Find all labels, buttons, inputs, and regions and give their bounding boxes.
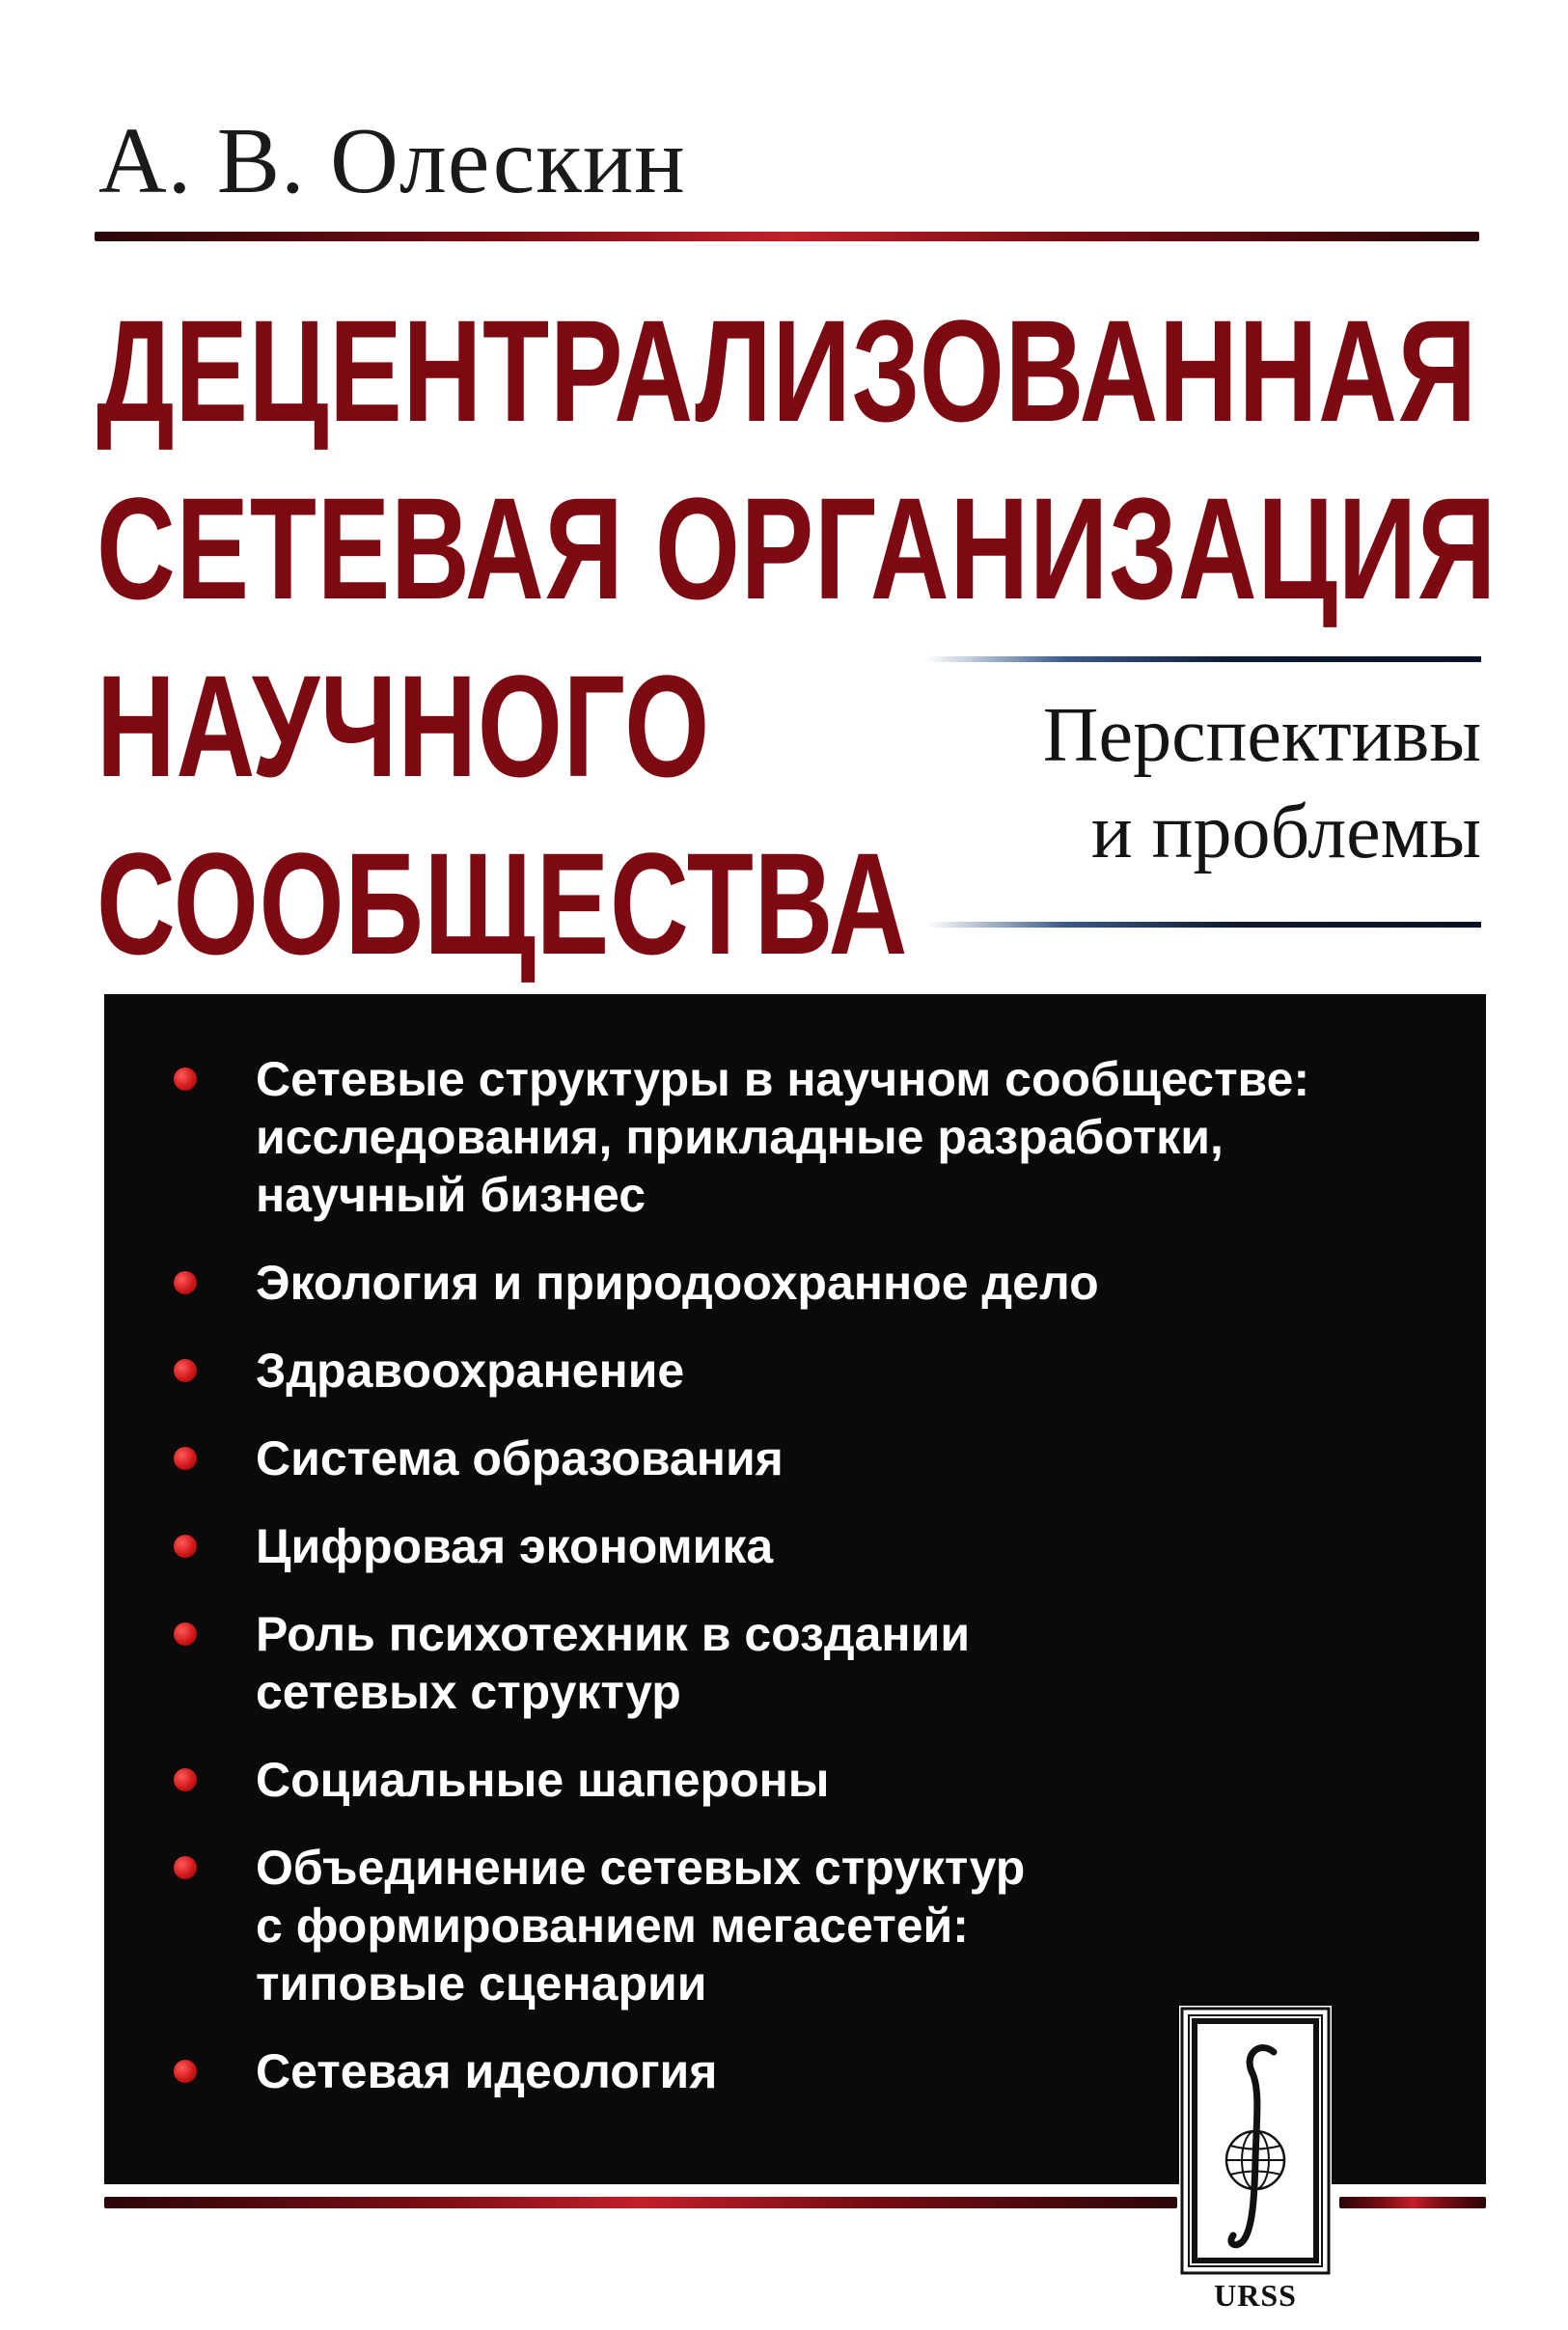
red-bullet-icon [174,1535,197,1558]
topic-line: Объединение сетевых структур [256,1841,1026,1895]
red-bullet-icon [174,1271,197,1294]
topic-item [154,1751,1309,1809]
bottom-divider-right [1339,2197,1486,2208]
red-bullet-icon [174,1856,197,1879]
topic-item [154,1517,1309,1575]
topics-list [154,1050,1309,2130]
topic-line: типовые сценарии [256,1956,707,2011]
topic-line: Сетевые структуры в научном сообществе: [256,1052,1310,1106]
topic-item [154,1050,1309,1224]
topic-line: исследования, прикладные разработки, [256,1110,1224,1164]
publisher-logo [1179,2006,1332,2324]
topic-item [154,1429,1309,1487]
topic-item [154,1839,1309,2012]
book-title [96,282,1497,992]
title-line: СООБЩЕСТВА [96,822,909,985]
red-bullet-icon [174,1768,197,1791]
subtitle-line: и проблемы [1090,790,1481,874]
topic-line: Социальные шапероны [256,1753,830,1807]
topic-item [154,2042,1309,2100]
author-name: А. В. Олескин [98,109,686,213]
book-subtitle [926,687,1481,880]
topic-item [154,1605,1309,1721]
topic-line: Экология и природоохранное дело [256,1256,1099,1310]
title-line: НАУЧНОГО [96,645,710,807]
subtitle-divider-top [926,656,1481,662]
topic-item [154,1254,1309,1312]
topic-line: сетевых структур [256,1665,681,1719]
subtitle-divider-bottom [926,922,1481,928]
topic-item [154,1342,1309,1400]
red-bullet-icon [174,1359,197,1382]
red-bullet-icon [174,1068,197,1091]
red-bullet-icon [174,1623,197,1646]
topic-line: Система образования [256,1431,784,1485]
red-bullet-icon [174,1447,197,1470]
red-bullet-icon [174,2060,197,2083]
publisher-name: URSS [1214,2278,1297,2313]
top-divider [95,232,1479,241]
subtitle-line: Перспективы [1042,693,1481,778]
topic-line: Сетевая идеология [256,2044,718,2098]
urss-emblem-icon [1179,2006,1332,2276]
topic-line: Здравоохранение [256,1344,685,1398]
bottom-divider [104,2197,1177,2208]
topic-line: Роль психотехник в создании [256,1607,971,1661]
topic-line: с формированием мегасетей: [256,1899,969,1953]
title-line: СЕТЕВАЯ ОРГАНИЗАЦИЯ [96,467,1498,629]
topic-line: научный бизнес [256,1168,646,1222]
topic-line: Цифровая экономика [256,1519,774,1573]
title-line: ДЕЦЕНТРАЛИЗОВАННАЯ [96,290,1477,452]
